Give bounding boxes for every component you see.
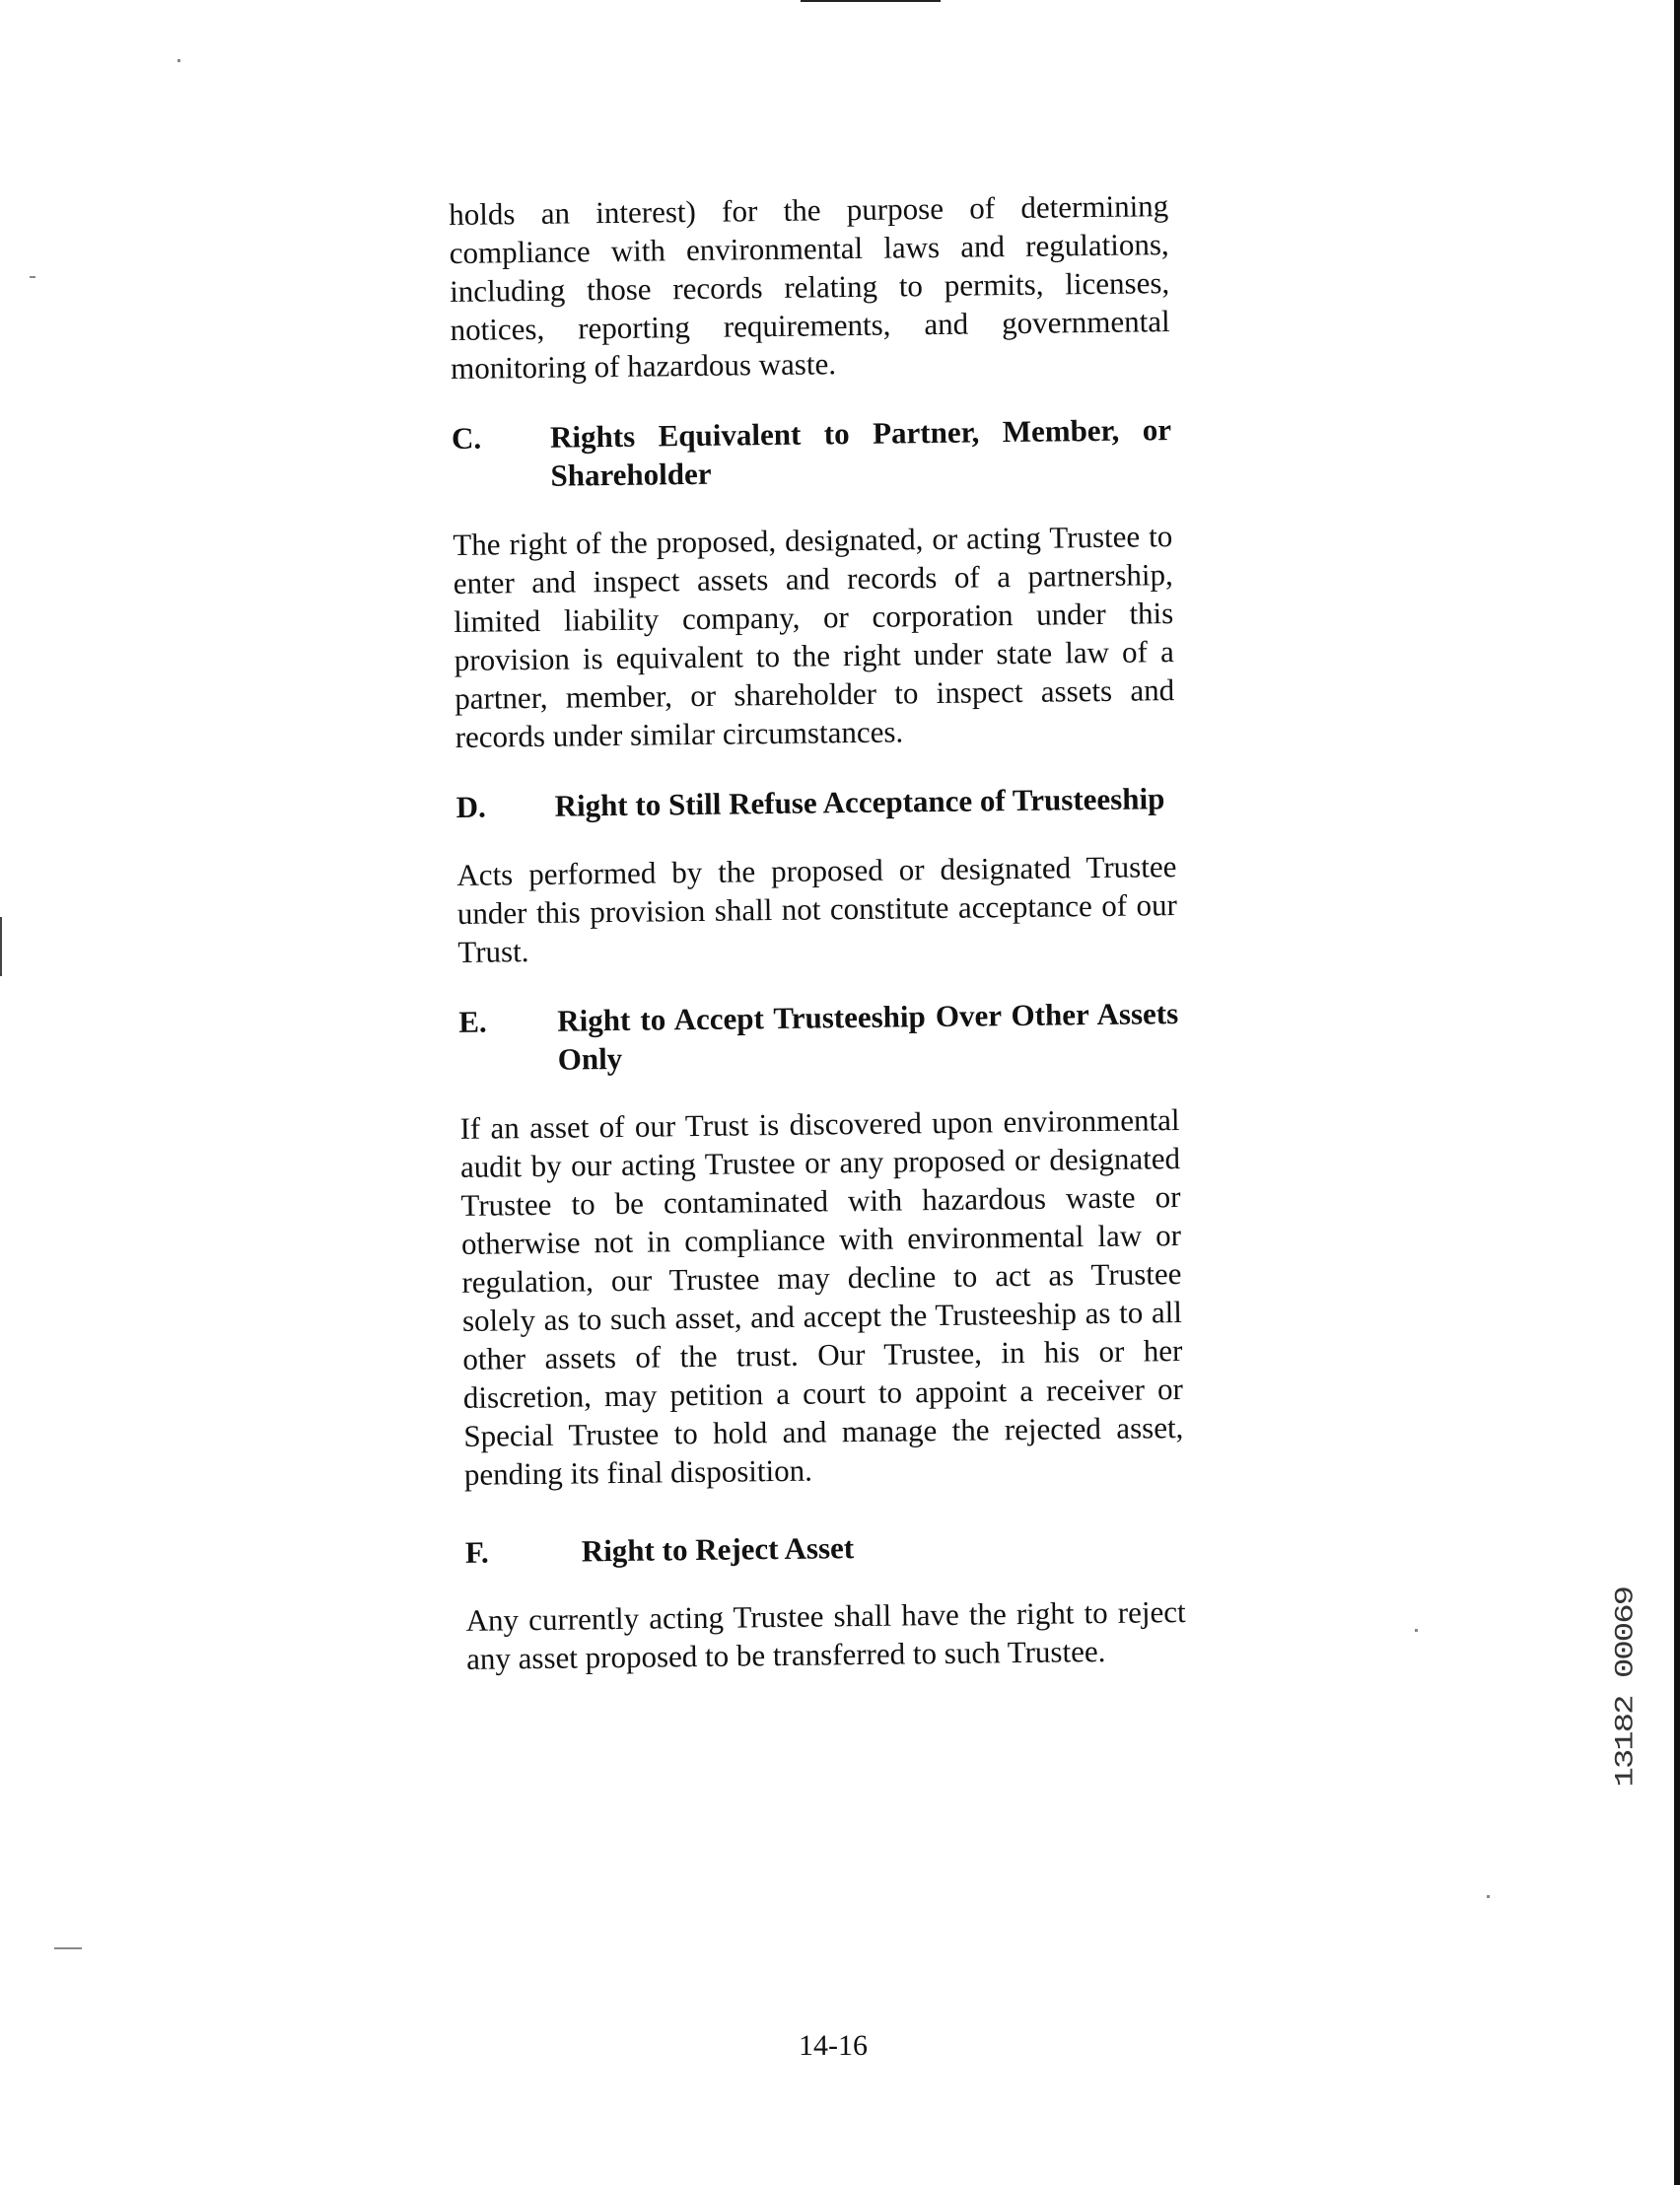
scan-speck [177, 59, 180, 62]
section-letter: D. [455, 789, 486, 824]
section-heading-e [458, 994, 1179, 1080]
section-heading-f [465, 1524, 1185, 1572]
section-title: Right to Still Refuse Acceptance of Trusteeship [554, 781, 1165, 823]
section-heading-d [455, 779, 1175, 826]
section-title: Right to Accept Trusteeship Over Other Assets Only [557, 996, 1179, 1077]
bates-number: 13182 00069 [1610, 1587, 1642, 1788]
document-body [449, 186, 1186, 1678]
scan-speck [30, 276, 35, 278]
top-rule [801, 0, 941, 2]
section-heading-c [452, 410, 1172, 496]
page-number: 14-16 [799, 2029, 868, 2062]
section-body-c: The right of the proposed, designated, or acting Trustee to enter and inspect assets and records of a partnership, limited liability company, or corporation under this provision is equivalent to the right under state law of a partner, member, or shareholder to inspect assets and records under similar circumstances. [453, 519, 1175, 754]
section-letter: C. [451, 420, 482, 456]
section-title: Rights Equivalent to Partner, Member, or Shareholder [549, 412, 1172, 493]
section-title: Right to Reject Asset [581, 1530, 855, 1569]
scan-edge [1674, 0, 1680, 2185]
section-body-d: Acts performed by the proposed or designated Trustee under this provision shall not constitute acceptance of our Trust. [456, 849, 1178, 969]
scan-speck [54, 1947, 82, 1949]
scan-speck [1415, 1629, 1418, 1632]
section-body-e: If an asset of our Trust is discovered upon environmental audit by our acting Trustee or any proposed or designated Trustee to be contaminated with hazardous waste or otherwise not in compliance with environmental law or regulation, our Trustee may decline to act as Trustee solely as to such asset, and accept the Trusteeship as to all other assets of the trust. Our Trustee, in his or her discretion, may petition a court to appoint a receiver or Special Trustee to hold and manage the rejected asset, pending its final disposition. [459, 1102, 1184, 1492]
scan-mark [0, 917, 2, 976]
intro-paragraph: holds an interest) for the purpose of determining compliance with environmental laws and regulations, including those records relating to permits, licenses, notices, reporting requirements, and governmental monitoring of hazardous waste. [449, 188, 1170, 386]
section-body-f: Any currently acting Trustee shall have the right to reject any asset proposed to be transferred to such Trustee. [465, 1593, 1186, 1676]
scan-speck [1487, 1895, 1490, 1898]
section-letter: F. [464, 1534, 489, 1570]
section-letter: E. [458, 1004, 487, 1039]
